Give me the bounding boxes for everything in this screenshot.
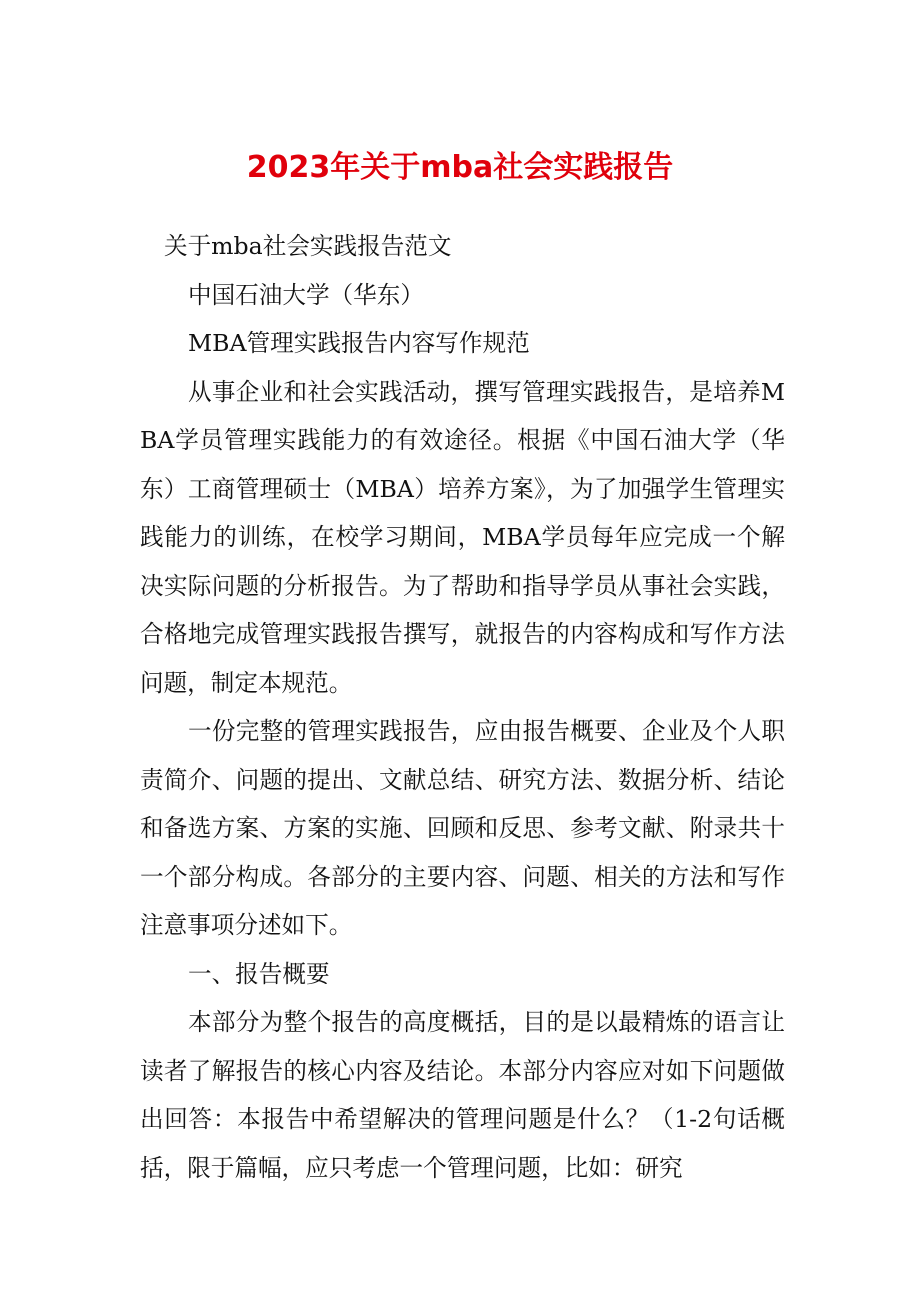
paragraph-spec-title: MBA管理实践报告内容写作规范: [188, 329, 530, 357]
paragraph-university: 中国石油大学（华东）: [188, 280, 424, 309]
paragraph-summary: 本部分为整个报告的高度概括，目的是以最精炼的语言让读者了解报告的核心内容及结论。本部分内容应对如下问题做出回答：本报告中希望解决的管理问题是什么？（1-2句话概括，限于篇幅，应只考虑一个管理问题，比如：研究: [140, 1008, 785, 1182]
document-title: 2023年关于mba社会实践报告: [246, 150, 674, 185]
section-heading-summary: 一、报告概要: [188, 959, 330, 988]
paragraph-intro: 从事企业和社会实践活动，撰写管理实践报告，是培养MBA学员管理实践能力的有效途径。根据《中国石油大学（华东）工商管理硕士（MBA）培养方案》，为了加强学生管理实践能力的训练，在校学习期间，MBA学员每年应完成一个解决实际问题的分析报告。为了帮助和指导学员从事社会实践，合格地完成管理实践报告撰写，就报告的内容构成和写作方法问题，制定本规范。: [140, 377, 785, 697]
document-body: [140, 222, 785, 1192]
paragraph-structure: 一份完整的管理实践报告，应由报告概要、企业及个人职责简介、问题的提出、文献总结、研究方法、数据分析、结论和备选方案、方案的实施、回顾和反思、参考文献、附录共十一个部分构成。各部分的主要内容、问题、相关的方法和写作注意事项分述如下。: [140, 717, 785, 939]
paragraph-subtitle: 关于mba社会实践报告范文: [164, 232, 452, 260]
